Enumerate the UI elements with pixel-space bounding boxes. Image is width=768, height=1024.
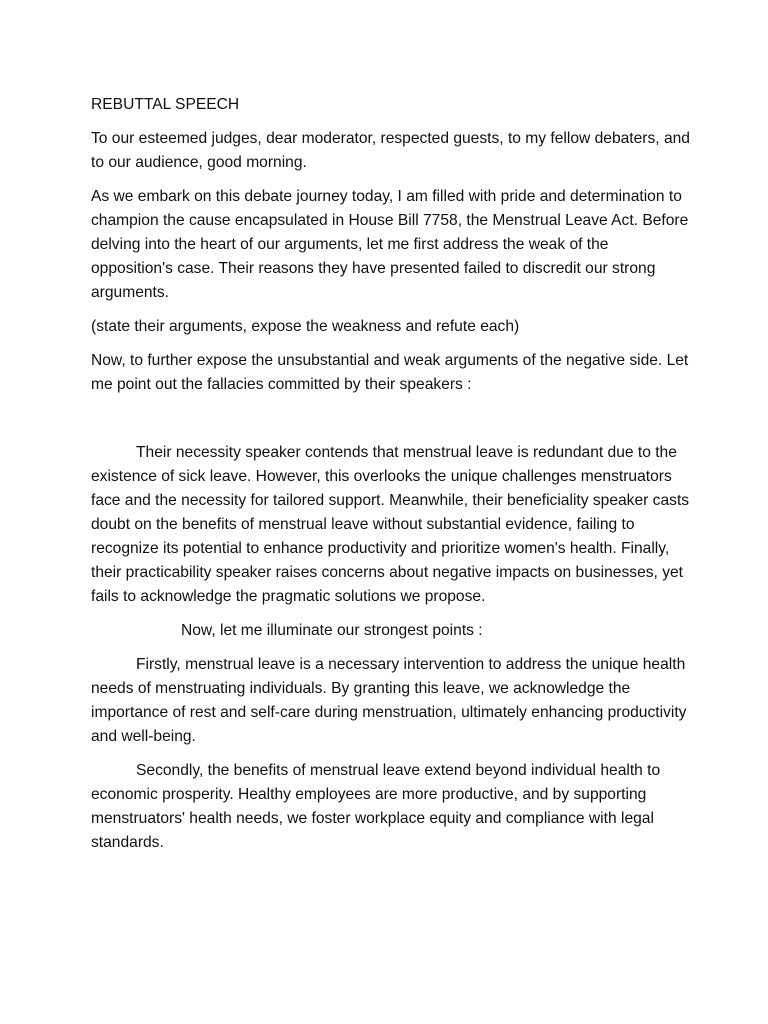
paragraph-instruction-note: (state their arguments, expose the weakness and refute each): [91, 318, 520, 335]
paragraph-fallacies-intro: Now, to further expose the unsubstantial and weak arguments of the negative side. Let me point out the fallacies committed by their speakers :: [91, 352, 689, 393]
paragraph-strongest-points-intro: Now, let me illuminate our strongest points :: [181, 622, 483, 639]
paragraph-first-point: Firstly, menstrual leave is a necessary intervention to address the unique health needs of menstruating individuals. By granting this leave, we acknowledge the importance of rest and self-care during menstruation, ultimately enhancing productivity and well-being.: [91, 656, 687, 745]
document-body: [91, 93, 691, 865]
document-title: REBUTTAL SPEECH: [91, 96, 240, 113]
paragraph-greeting: To our esteemed judges, dear moderator, respected guests, to my fellow debaters, and to our audience, good morning.: [91, 130, 690, 171]
paragraph-rebuttal-speakers: Their necessity speaker contends that menstrual leave is redundant due to the existence of sick leave. However, this overlooks the unique challenges menstruators face and the necessity for tailored support. Meanwhile, their beneficiality speaker casts doubt on the benefits of menstrual leave without substantial evidence, failing to recognize its potential to enhance productivity and prioritize women's health. Finally, their practicability speaker raises concerns about negative impacts on businesses, yet fails to acknowledge the pragmatic solutions we propose.: [91, 444, 690, 605]
blank-line: [91, 407, 691, 441]
paragraph-introduction: As we embark on this debate journey today, I am filled with pride and determination to champion the cause encapsulated in House Bill 7758, the Menstrual Leave Act. Before delving into the heart of our arguments, let me first address the weak of the opposition's case. Their reasons they have presented failed to discredit our strong arguments.: [91, 188, 689, 301]
paragraph-second-point: Secondly, the benefits of menstrual leave extend beyond individual health to economic prosperity. Healthy employees are more productive, and by supporting menstruators' health needs, we foster workplace equity and compliance with legal standards.: [91, 762, 661, 851]
